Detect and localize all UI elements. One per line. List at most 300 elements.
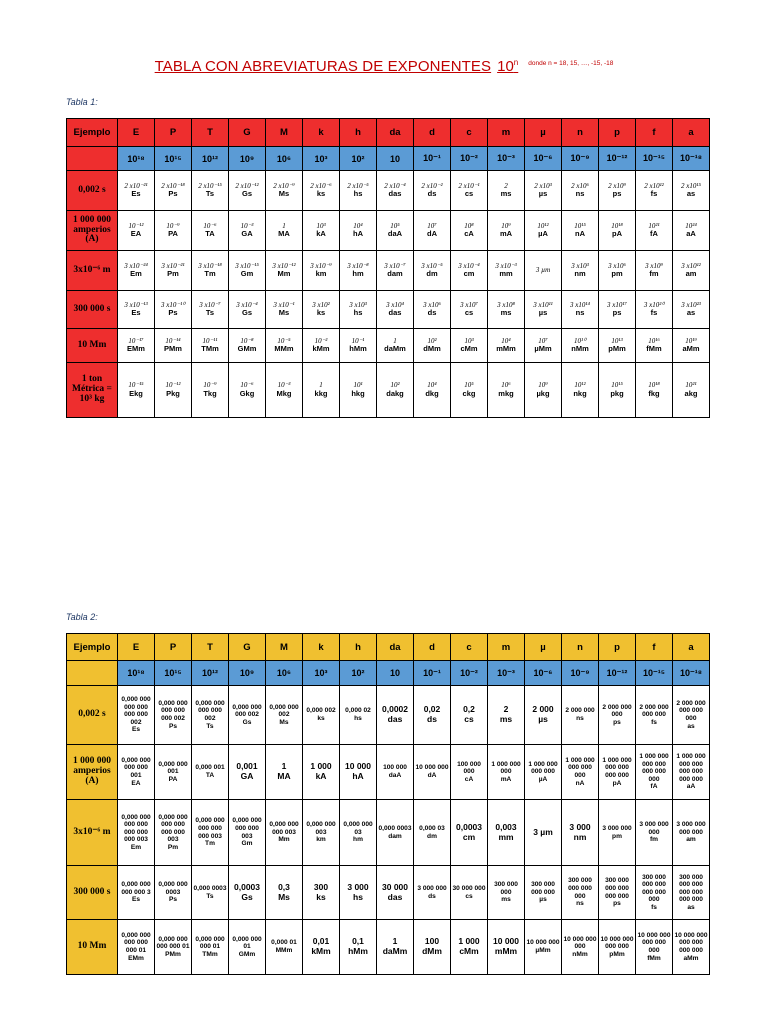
row-label: 300 000 s xyxy=(67,866,118,920)
cell-value: 1 000 000 000 000 000 xyxy=(565,756,595,779)
cell-unit: µA xyxy=(538,229,548,239)
table-cell xyxy=(562,291,599,329)
table-cell xyxy=(673,251,710,291)
cell-value: 0,000 000 001 xyxy=(158,760,188,776)
table-cell xyxy=(266,171,303,211)
cell-unit: ds xyxy=(427,308,437,318)
cell-value: 1 xyxy=(281,761,287,772)
cell-value: 10⁹ xyxy=(501,221,511,230)
table-cell xyxy=(451,686,488,745)
table-cell xyxy=(340,800,377,866)
cell-value: 0,02 xyxy=(423,704,441,715)
prefix-5: M xyxy=(266,634,303,661)
table-cell xyxy=(562,211,599,251)
cell-value: 3 x10¹⁷ xyxy=(607,300,627,309)
table-cell xyxy=(266,211,303,251)
table-cell xyxy=(192,291,229,329)
cell-value: 10¹⁰ xyxy=(574,336,586,345)
cell-value: 0,01 xyxy=(312,936,330,947)
cell-value: 3 000 000 xyxy=(602,824,632,832)
table-cell xyxy=(414,686,451,745)
cell-unit: ds xyxy=(427,189,437,199)
cell-value: 2 000 000 000 000 xyxy=(639,703,669,719)
table-row xyxy=(67,800,710,866)
prefix-8: da xyxy=(377,119,414,147)
cell-unit: PA xyxy=(168,775,178,783)
cell-unit: mkg xyxy=(498,388,514,398)
cell-unit: Gs xyxy=(241,189,252,199)
table-cell xyxy=(229,686,266,745)
cell-unit: µMm xyxy=(534,344,552,354)
table-cell xyxy=(377,686,414,745)
cell-unit: MA xyxy=(277,771,291,781)
cell-value: 3 x10⁻²¹ xyxy=(161,261,185,270)
cell-unit: fA xyxy=(650,783,658,791)
table-cell xyxy=(562,329,599,363)
cell-unit: nm xyxy=(574,269,586,279)
cell-value: 0,000 002 xyxy=(306,707,336,715)
table-cell xyxy=(636,291,673,329)
cell-value: 10 000 000 000 000 xyxy=(600,935,634,951)
cell-unit: Gm xyxy=(240,269,254,279)
cell-value: 2 xyxy=(503,704,509,715)
cell-unit: fA xyxy=(650,229,658,239)
cell-unit: Es xyxy=(131,308,141,318)
prefix-8: da xyxy=(377,634,414,661)
table-cell xyxy=(377,363,414,418)
cell-value: 3 x10⁻⁵ xyxy=(421,261,443,270)
table-cell xyxy=(155,363,192,418)
cell-unit: km xyxy=(315,269,327,279)
table2-caption: Tabla 2: xyxy=(66,612,98,622)
cell-unit: pMm xyxy=(609,950,625,958)
cell-value: 10³ xyxy=(464,336,474,345)
row-label: 0,002 s xyxy=(67,686,118,745)
table-cell xyxy=(525,171,562,211)
cell-unit: Gs xyxy=(241,891,253,902)
table-cell xyxy=(155,211,192,251)
cell-unit: Es xyxy=(131,726,141,734)
table-row xyxy=(67,291,710,329)
cell-value: 0,000 000 000 000 01 xyxy=(156,935,190,951)
table-cell xyxy=(118,745,155,800)
table-cell xyxy=(340,866,377,920)
cell-unit: ps xyxy=(612,189,622,199)
cell-unit: cm xyxy=(462,831,476,842)
cell-value: 0,000 000 002 xyxy=(269,703,299,719)
cell-unit: Tkg xyxy=(203,388,217,398)
prefix-11: m xyxy=(488,634,525,661)
cell-unit: Ms xyxy=(278,189,290,199)
cell-value: 10²¹ xyxy=(648,221,660,230)
prefix-10: c xyxy=(451,634,488,661)
power-blank xyxy=(67,661,118,686)
cell-unit: as xyxy=(687,903,695,911)
cell-unit: pMm xyxy=(608,344,626,354)
cell-value: 10¹² xyxy=(574,381,586,390)
cell-value: 1 xyxy=(319,381,323,390)
cell-value: 1 xyxy=(393,336,397,345)
table-cell xyxy=(451,251,488,291)
cell-unit: mm xyxy=(499,269,513,279)
cell-unit: ns xyxy=(576,715,584,722)
cell-value: 1 xyxy=(282,221,286,230)
power-3: 10¹² xyxy=(192,147,229,171)
table-cell xyxy=(673,363,710,418)
table-cell xyxy=(340,171,377,211)
cell-unit: das xyxy=(388,189,402,199)
cell-unit: ks xyxy=(316,308,326,318)
table-cell xyxy=(599,211,636,251)
table-cell xyxy=(266,866,303,920)
table-cell xyxy=(636,171,673,211)
table-cell xyxy=(303,745,340,800)
prefix-6: k xyxy=(303,119,340,147)
table-cell xyxy=(377,251,414,291)
table-cell xyxy=(673,800,710,866)
power-1: 10¹⁸ xyxy=(118,147,155,171)
cell-value: 10⁻⁸ xyxy=(240,336,254,345)
table-cell xyxy=(673,329,710,363)
table-cell xyxy=(636,866,673,920)
table-cell xyxy=(118,291,155,329)
cell-value: 0,003 xyxy=(495,821,517,832)
cell-unit: TA xyxy=(205,229,215,239)
cell-value: 2 x10⁶ xyxy=(571,181,589,190)
table-row xyxy=(67,329,710,363)
table-cell xyxy=(488,171,525,211)
cell-value: 3 x10⁻⁹ xyxy=(310,261,332,270)
table-cell xyxy=(562,251,599,291)
cell-value: 3 x10² xyxy=(312,300,330,309)
power-4: 10⁹ xyxy=(229,661,266,686)
table-cell xyxy=(451,866,488,920)
table-cell xyxy=(599,745,636,800)
table-cell xyxy=(266,291,303,329)
table-cell xyxy=(377,745,414,800)
cell-unit: µs xyxy=(538,714,548,724)
cell-value: 10⁻³ xyxy=(240,221,254,230)
cell-value: 10 000 000 000 xyxy=(563,935,597,951)
row-label: 1 ton Métrica = 10³ kg xyxy=(67,363,118,418)
cell-value: 3 x10⁻¹³ xyxy=(124,300,148,309)
cell-value: 10⁻⁹ xyxy=(166,221,180,230)
cell-value: 0,0002 xyxy=(382,704,408,715)
power-3: 10¹² xyxy=(192,661,229,686)
cell-value: 2 x10⁻²¹ xyxy=(124,181,148,190)
header-label: Ejemplo xyxy=(67,119,118,147)
cell-unit: µA xyxy=(538,775,548,783)
cell-value: 3 µm xyxy=(533,826,553,837)
cell-unit: ps xyxy=(612,308,622,318)
prefix-10: c xyxy=(451,119,488,147)
cell-unit: ms xyxy=(500,189,512,199)
cell-unit: pA xyxy=(612,779,622,787)
cell-unit: Mm xyxy=(277,269,291,279)
cell-unit: ms xyxy=(500,308,512,318)
table-cell xyxy=(673,920,710,975)
table-cell xyxy=(636,686,673,745)
cell-unit: kkg xyxy=(314,388,328,398)
power-row xyxy=(67,147,710,171)
table-cell xyxy=(673,866,710,920)
cell-unit: ps xyxy=(613,718,621,726)
cell-value: 10 000 xyxy=(493,936,519,947)
cell-value: 1 000 xyxy=(310,761,332,772)
table-cell xyxy=(562,171,599,211)
power-blank xyxy=(67,147,118,171)
power-15: 10⁻¹⁵ xyxy=(636,147,673,171)
cell-value: 3 x10²⁰ xyxy=(643,300,665,309)
title-power xyxy=(497,58,518,75)
cell-value: 1 000 xyxy=(458,936,480,947)
table-cell xyxy=(525,251,562,291)
table-cell xyxy=(414,171,451,211)
cell-value: 3 000 xyxy=(347,881,369,892)
cell-unit: ms xyxy=(501,896,511,904)
cell-unit: GMm xyxy=(237,344,257,354)
cell-value: 10 000 000 xyxy=(526,939,560,947)
header-row xyxy=(67,634,710,661)
cell-value: 3 x10⁴ xyxy=(386,300,404,309)
table-cell xyxy=(414,329,451,363)
cell-unit: aMm xyxy=(683,954,699,962)
table-cell xyxy=(118,171,155,211)
cell-unit: MMm xyxy=(275,947,293,954)
cell-value: 3 x10³ xyxy=(349,300,367,309)
cell-value: 1 xyxy=(392,936,398,947)
table-cell xyxy=(118,363,155,418)
cell-unit: hs xyxy=(353,308,363,318)
cell-unit: GA xyxy=(241,229,253,239)
cell-unit: das xyxy=(387,891,403,902)
cell-value: 2 x10⁻¹² xyxy=(235,181,259,190)
cell-value: 10⁻¹⁷ xyxy=(128,336,144,345)
table-cell xyxy=(599,920,636,975)
cell-value: 2 x10⁻⁴ xyxy=(384,181,406,190)
cell-unit: hMm xyxy=(349,344,367,354)
title-base: 10 xyxy=(497,58,514,75)
cell-value: 10⁻¹ xyxy=(351,336,365,345)
prefix-11: m xyxy=(488,119,525,147)
cell-value: 0,000 000 003 xyxy=(306,821,336,836)
table-cell xyxy=(525,329,562,363)
cell-value: 1 000 000 000 000 000 000 000 xyxy=(639,753,669,783)
table-cell xyxy=(525,920,562,975)
table-cell xyxy=(562,745,599,800)
cell-value: 0,000 000 0003 xyxy=(158,881,188,896)
table-cell xyxy=(266,686,303,745)
cell-value: 300 000 000 000 xyxy=(531,881,555,896)
table-cell xyxy=(451,920,488,975)
table-cell xyxy=(414,920,451,975)
cell-value: 3 x10⁷ xyxy=(460,300,478,309)
cell-unit: fs xyxy=(651,718,657,726)
cell-value: 3 x10⁻¹⁰ xyxy=(161,300,185,309)
cell-value: 3 x10³ xyxy=(571,261,589,270)
cell-unit: ms xyxy=(499,714,513,724)
table-cell xyxy=(673,745,710,800)
cell-value: 3 x10⁻³ xyxy=(495,261,517,270)
table-cell xyxy=(229,329,266,363)
table-cell xyxy=(303,800,340,866)
cell-value: 10¹² xyxy=(537,221,549,230)
table-cell xyxy=(192,251,229,291)
cell-unit: daMm xyxy=(382,946,408,956)
cell-unit: ds xyxy=(427,714,437,724)
power-9: 10⁻¹ xyxy=(414,661,451,686)
cell-unit: Em xyxy=(130,843,142,851)
cell-unit: Ms xyxy=(279,718,289,726)
table-cell xyxy=(192,363,229,418)
cell-value: 10⁵ xyxy=(464,381,474,390)
cell-unit: mA xyxy=(499,229,513,239)
cell-value: 0,001 xyxy=(236,761,258,772)
cell-unit: am xyxy=(685,269,697,279)
prefix-9: d xyxy=(414,119,451,147)
cell-value: 300 000 000 000 000 000 000 000 xyxy=(679,873,703,904)
cell-value: 10¹ xyxy=(353,381,363,390)
cell-unit: Es xyxy=(131,189,141,199)
cell-value: 0,3 xyxy=(278,881,290,892)
prefix-13: n xyxy=(562,634,599,661)
prefix-14: p xyxy=(599,634,636,661)
power-16: 10⁻¹⁸ xyxy=(673,661,710,686)
cell-value: 0,000 000 03 xyxy=(343,821,373,836)
row-label: 3x10⁻⁶ m xyxy=(67,251,118,291)
cell-value: 0,000 0003 xyxy=(378,824,412,832)
cell-unit: hkg xyxy=(351,388,365,398)
table-cell xyxy=(525,291,562,329)
cell-unit: cMm xyxy=(460,344,478,354)
cell-unit: daA xyxy=(387,229,403,239)
cell-unit: Ps xyxy=(168,722,178,730)
cell-unit: hs xyxy=(353,189,363,199)
table-cell xyxy=(599,291,636,329)
table-cell xyxy=(192,329,229,363)
table-cell xyxy=(562,686,599,745)
cell-unit: PMm xyxy=(164,344,182,354)
table-cell xyxy=(636,920,673,975)
cell-value: 3 000 000 000 000 xyxy=(676,821,706,836)
cell-unit: Gkg xyxy=(239,388,255,398)
cell-unit: dm xyxy=(427,832,437,840)
prefix-7: h xyxy=(340,634,377,661)
table1-caption: Tabla 1: xyxy=(66,97,98,107)
cell-value: 10 000 xyxy=(345,761,371,772)
cell-unit: fm xyxy=(649,836,659,844)
prefix-2: P xyxy=(155,119,192,147)
table-cell xyxy=(525,800,562,866)
table-cell xyxy=(488,745,525,800)
cell-unit: hm xyxy=(353,836,363,844)
table-cell xyxy=(377,171,414,211)
table-cell xyxy=(488,291,525,329)
table-cell xyxy=(673,171,710,211)
table-cell xyxy=(340,920,377,975)
table-cell xyxy=(118,251,155,291)
cell-value: 0,000 000 000 01 xyxy=(195,935,225,951)
cell-unit: hs xyxy=(353,891,363,902)
cell-value: 10² xyxy=(427,336,437,345)
table-cell xyxy=(636,745,673,800)
cell-unit: Ekg xyxy=(129,388,143,398)
cell-value: 3 x10⁸ xyxy=(497,300,515,309)
cell-value: 100 xyxy=(424,936,440,947)
power-12: 10⁻⁶ xyxy=(525,661,562,686)
power-13: 10⁻⁹ xyxy=(562,661,599,686)
cell-value: 2 x10⁻¹⁸ xyxy=(161,181,185,190)
table-cell xyxy=(451,329,488,363)
cell-unit: cA xyxy=(464,229,474,239)
table-cell xyxy=(229,211,266,251)
cell-value: 10⁵ xyxy=(390,221,400,230)
table-row xyxy=(67,745,710,800)
power-13: 10⁻⁹ xyxy=(562,147,599,171)
table-cell xyxy=(488,920,525,975)
cell-value: 0,000 000 000 000 000 000 002 xyxy=(121,696,151,726)
cell-unit: nMm xyxy=(571,344,589,354)
cell-unit: dm xyxy=(426,269,438,279)
cell-value: 3 x10⁻⁸ xyxy=(347,261,369,270)
cell-value: 10¹³ xyxy=(611,336,623,345)
cell-unit: dA xyxy=(427,229,437,239)
table-cell xyxy=(155,800,192,866)
cell-value: 100 000 xyxy=(383,764,407,772)
cell-value: 2 x10⁻¹⁵ xyxy=(198,181,222,190)
prefix-1: E xyxy=(118,634,155,661)
table-cell xyxy=(377,866,414,920)
table-cell xyxy=(488,251,525,291)
cell-value: 2 x10¹² xyxy=(644,181,664,190)
power-7: 10² xyxy=(340,661,377,686)
table-cell xyxy=(488,866,525,920)
cell-unit: hm xyxy=(352,269,364,279)
cell-unit: MMm xyxy=(274,344,294,354)
table-cell xyxy=(229,363,266,418)
row-label: 1 000 000 amperios (A) xyxy=(67,745,118,800)
table-cell xyxy=(118,866,155,920)
cell-unit: cs xyxy=(464,714,474,724)
cell-value: 3 x10⁻⁷ xyxy=(384,261,406,270)
cell-unit: ns xyxy=(575,308,585,318)
table-cell xyxy=(266,800,303,866)
table-cell xyxy=(377,211,414,251)
cell-value: 1 000 000 000 000 000 000 xyxy=(602,756,632,779)
cell-value: 3 x10⁻⁴ xyxy=(458,261,480,270)
table-cell xyxy=(636,211,673,251)
table-cell xyxy=(192,920,229,975)
table-cell xyxy=(118,920,155,975)
table-cell xyxy=(451,745,488,800)
cell-value: 0,000 000 000 000 3 xyxy=(121,881,151,896)
table-cell xyxy=(340,211,377,251)
table-cell xyxy=(229,920,266,975)
cell-value: 10⁴ xyxy=(353,221,363,230)
cell-unit: Es xyxy=(131,896,141,904)
cell-unit: EMm xyxy=(127,344,145,354)
cell-unit: kMm xyxy=(312,344,330,354)
table-cell xyxy=(229,745,266,800)
table-cell xyxy=(192,211,229,251)
cell-unit: as xyxy=(687,722,695,730)
cell-unit: hA xyxy=(353,229,363,239)
table-cell xyxy=(192,686,229,745)
table-cell xyxy=(636,251,673,291)
table-cell xyxy=(192,171,229,211)
table-cell xyxy=(340,745,377,800)
cell-value: 2 x10⁻⁹ xyxy=(273,181,295,190)
